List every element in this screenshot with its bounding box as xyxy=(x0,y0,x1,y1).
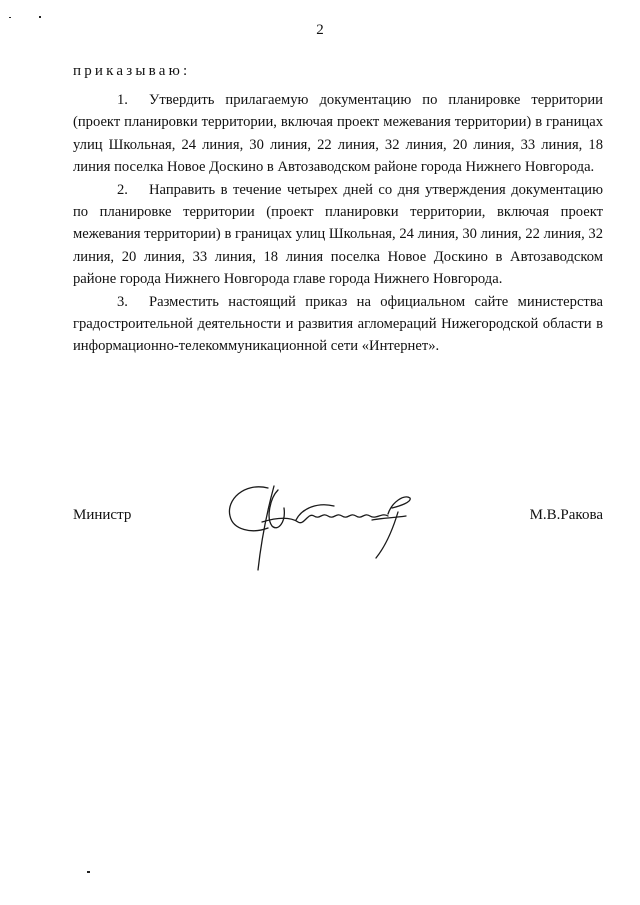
paragraph-text: Разместить настоящий приказ на официальном сайте министерства градостроительной деятельности и развития агломераций Нижегородской области в информационно-телекоммуникационной сети «Интернет». xyxy=(73,293,603,355)
paragraph-number: 2. xyxy=(117,181,128,198)
paragraph-3 xyxy=(73,291,603,358)
paragraph-text: Направить в течение четырех дней со дня утверждения документацию по планировке территории (проект планировки территории, включая проект межевания территории) в границах улиц Школьная, 24 линия, 30 линия, 22 линия, 32 линия, 20 линия, 33 линия, 18 линия поселка Новое Доскино в Автозаводском районе города Нижнего Новгорода главе города Нижнего Новгорода. xyxy=(73,181,603,288)
scan-speck xyxy=(87,871,90,873)
paragraph-2 xyxy=(73,179,603,291)
paragraph-1 xyxy=(73,89,603,179)
handwritten-signature xyxy=(222,478,422,578)
signer-title: Министр xyxy=(73,507,132,523)
document-body xyxy=(73,89,603,358)
paragraph-text: Утвердить прилагаемую документацию по планировке территории (проект планировки территории, включая проект межевания территории) в границах улиц Школьная, 24 линия, 30 линия, 22 линия, 32 линия, 20 линия, 33 линия, 18 линия поселка Новое Доскино в Автозаводском районе города Нижнего Новгорода. xyxy=(73,92,603,176)
signer-name: М.В.Ракова xyxy=(529,507,603,523)
scan-speck xyxy=(39,16,41,18)
paragraph-number: 3. xyxy=(117,293,128,310)
page-number: 2 xyxy=(316,22,324,38)
paragraph-number: 1. xyxy=(117,92,128,108)
intro-text: приказываю: xyxy=(73,63,191,79)
scan-speck xyxy=(9,17,11,18)
